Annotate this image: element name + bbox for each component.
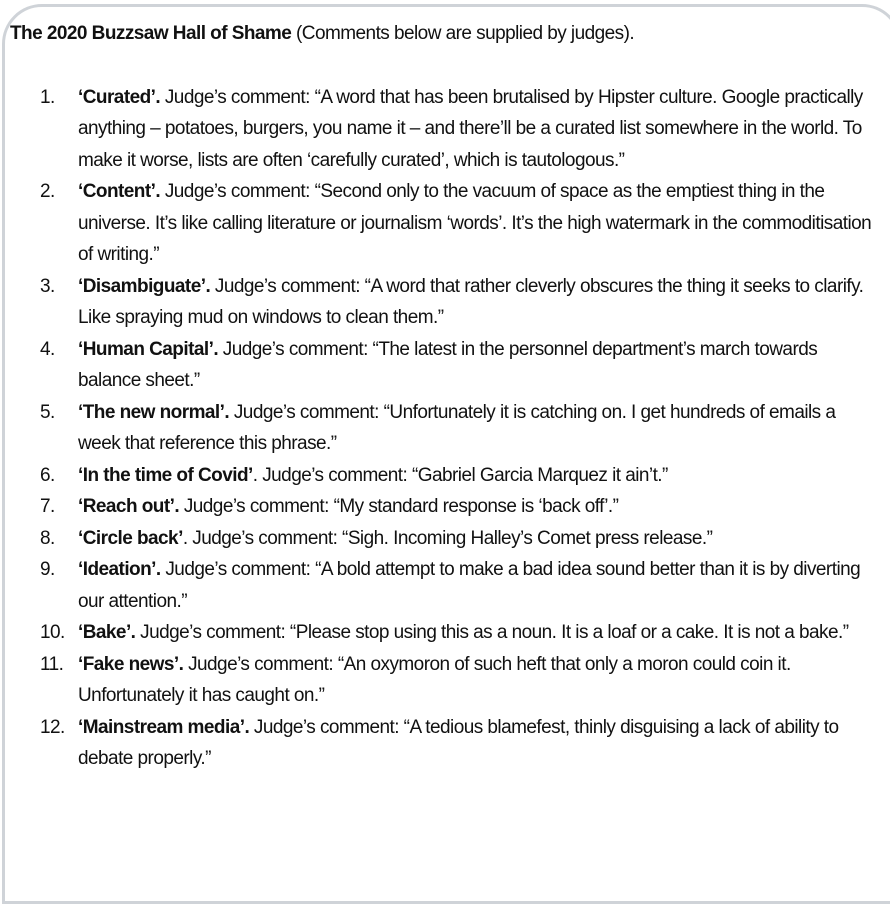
item-number: 10.: [40, 622, 65, 643]
item-number: 5.: [40, 401, 55, 423]
item-number: 11.: [40, 653, 64, 675]
item-number: 3.: [40, 275, 55, 297]
document: [10, 18, 880, 775]
item-term: ‘Circle back’: [78, 527, 183, 549]
item-term: ‘In the time of Covid’: [78, 464, 253, 486]
item-comment: Judge’s comment: “The latest in the personnel department’s march towards balance sheet.”: [78, 338, 818, 391]
list-item: [10, 176, 880, 271]
item-comment: Judge’s comment: “A bold attempt to make a bad idea sound better than it is by diverting our attention.”: [78, 559, 861, 612]
item-comment: Judge’s comment: “A word that has been brutalised by Hipster culture. Google practically anything – potatoes, burgers, you name it – and there’ll be a curated list somewhere in the world. To make it worse, lists are often ‘carefully curated’, which is tautologous.”: [78, 86, 863, 171]
item-term: ‘Content’.: [78, 181, 161, 202]
item-comment: Judge’s comment: “My standard response is ‘back off’.”: [179, 496, 619, 517]
list-item: [10, 271, 880, 334]
item-comment: . Judge’s comment: “Gabriel Garcia Marquez it ain’t.”: [252, 464, 668, 486]
hall-of-shame-list: [10, 82, 880, 775]
item-number: 6.: [40, 464, 55, 486]
list-item: [10, 397, 880, 460]
item-term: ‘The new normal’.: [78, 401, 230, 423]
list-item: [10, 554, 880, 617]
item-term: ‘Disambiguate’.: [78, 275, 211, 297]
item-term: ‘Fake news’.: [78, 653, 184, 675]
title-rest: (Comments below are supplied by judges).: [291, 23, 635, 44]
item-term: ‘Ideation’.: [78, 559, 161, 580]
list-item: [10, 712, 880, 775]
list-item: [10, 460, 880, 492]
item-comment: Judge’s comment: “A tedious blamefest, thinly disguising a lack of ability to debate properly.”: [78, 716, 839, 769]
title-bold: The 2020 Buzzsaw Hall of Shame: [10, 23, 292, 44]
item-number: 2.: [40, 181, 55, 202]
list-item: [10, 334, 880, 397]
item-comment: Judge’s comment: “Please stop using this as a noun. It is a loaf or a cake. It is not a bake.”: [135, 622, 849, 643]
item-term: ‘Mainstream media’.: [78, 716, 250, 738]
item-number: 1.: [40, 86, 55, 108]
item-comment: Judge’s comment: “An oxymoron of such heft that only a moron could coin it. Unfortunately it has caught on.”: [78, 653, 791, 706]
list-item: [10, 523, 880, 555]
item-comment: . Judge’s comment: “Sigh. Incoming Halley’s Comet press release.”: [182, 527, 713, 549]
item-number: 12.: [40, 716, 65, 738]
list-item: [10, 617, 880, 649]
list-item: [10, 82, 880, 177]
list-item: [10, 491, 880, 523]
item-number: 8.: [40, 527, 55, 549]
item-term: ‘Human Capital’.: [78, 338, 219, 360]
item-term: ‘Curated’.: [78, 86, 161, 108]
item-term: ‘Bake’.: [78, 622, 136, 643]
item-comment: Judge’s comment: “A word that rather cleverly obscures the thing it seeks to clarify. Like spraying mud on windows to clean them.”: [78, 275, 864, 328]
item-number: 4.: [40, 338, 55, 360]
item-number: 9.: [40, 559, 55, 580]
item-comment: Judge’s comment: “Unfortunately it is catching on. I get hundreds of emails a week that reference this phrase.”: [78, 401, 836, 454]
document-title: [10, 18, 880, 50]
item-term: ‘Reach out’.: [78, 496, 180, 517]
item-comment: Judge’s comment: “Second only to the vacuum of space as the emptiest thing in the universe. It’s like calling literature or journalism ‘words’. It’s the high watermark in the commoditisation of writing.”: [78, 181, 872, 265]
item-number: 7.: [40, 496, 55, 517]
list-item: [10, 649, 880, 712]
